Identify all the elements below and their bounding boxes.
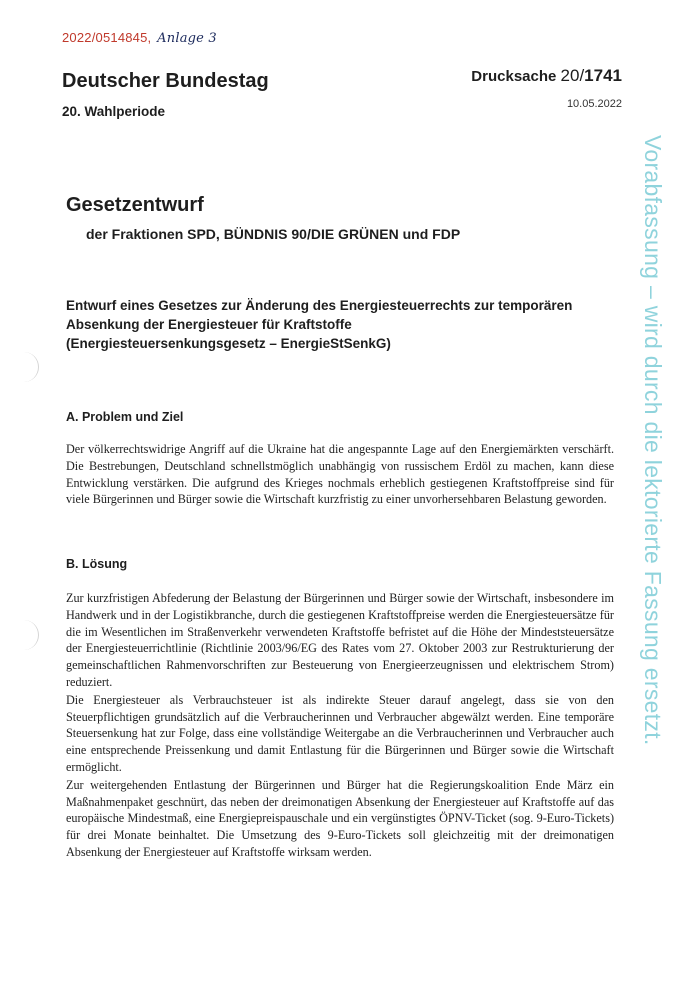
document-type: Gesetzentwurf: [66, 194, 204, 216]
law-title: [66, 296, 626, 353]
paragraph: Der völkerrechtswidrige Angriff auf die Ukraine hat die angespannte Lage auf den Energiemärkten verschärft. Die Bestrebungen, Deutschland schnellstmöglich unabhängig von russischem Erdöl zu machen, kann diese Entwicklung verstärken. Die aufgrund des Krieges nochmals erheblich gestiegenen Kraftstoffpreise sind für viele Bürgerinnen und Bürger sowie die Wirtschaft kurzfristig zu einer unvorhersehbaren Belastung geworden.: [66, 442, 614, 507]
drucksache-prefix: 20/: [560, 66, 585, 85]
section-a-heading: A. Problem und Ziel: [66, 410, 184, 424]
paragraph: Zur weitergehenden Entlastung der Bürgerinnen und Bürger hat die Regierungskoalition Ende März ein Maßnahmenpaket geschnürt, das neben der dreimonatigen Absenkung der Energiesteuer auf Kraftstoffe auf das europäische Mindestmaß, eine Energiepreispauschale und ein vergünstigtes ÖPNV-Ticket (sog. 9-Euro-Tickets) für drei Monate beinhaltet. Die Umsetzung des 9-Euro-Tickets soll gleichzeitig mit der dreimonatigen Absenkung der Energiesteuer auf Kraftstoffe wirksam werden.: [66, 777, 614, 859]
section-b-heading: B. Lösung: [66, 557, 128, 571]
archive-stamp: 2022/0514845, Anlage 3: [62, 30, 217, 46]
paragraph: Die Energiesteuer als Verbrauchsteuer ist als indirekte Steuer darauf angelegt, dass sie von den Steuerpflichtigen grundsätzlich auf die Verbraucherinnen und Verbraucher abgewälzt werden. Eine temporäre Steuersenkung hat zur Folge, dass eine vollständige Weitergabe an die Verbraucherinnen und Verbraucher auch eine entsprechende Preissenkung und damit Entlastung für die Bürgerinnen und Bürger sowie die Wirtschaft ermöglicht.: [66, 692, 614, 774]
factions-line: der Fraktionen SPD, BÜNDNIS 90/DIE GRÜNEN und FDP: [86, 226, 461, 242]
stamp-number: 2022/0514845: [62, 30, 148, 45]
paragraph: Zur kurzfristigen Abfederung der Belastung der Bürgerinnen und Bürger sowie der Wirtschaft, insbesondere im Handwerk und in der Logistikbranche, durch die gestiegenen Kraftstoffpreise werden die Energiesteuersätze für die im Wesentlichen im Straßenverkehr verwendeten Kraftstoffe befristet auf die Höhe der Mindeststeuersätze der Energiesteuerrichtlinie (Richtlinie 2003/96/EG des Rates vom 27. Oktober 2003 zur Restrukturierung der gemeinschaftlichen Rahmenvorschriften zur Besteuerung von Energieerzeugnissen und elektrischem Strom) reduziert.: [66, 591, 614, 689]
handwritten-annotation: Anlage 3: [157, 31, 217, 46]
punch-hole-mark: [0, 352, 39, 382]
law-title-line: (Energiesteuersenkungsgesetz – EnergieStSenkG): [66, 336, 391, 351]
document-header-right: [471, 66, 622, 110]
law-title-line: Entwurf eines Gesetzes zur Änderung des Energiesteuerrechts zur temporären: [66, 298, 573, 313]
drucksache-number: [471, 66, 622, 86]
document-header-left: [62, 70, 269, 119]
parliament-name: Deutscher Bundestag: [62, 70, 269, 92]
law-title-line: Absenkung der Energiesteuer für Kraftstoffe: [66, 317, 352, 332]
legislative-period: 20. Wahlperiode: [62, 104, 166, 119]
section-b-body: [66, 590, 614, 861]
draft-watermark: Vorabfassung – wird durch die lektorierte Fassung ersetzt.: [640, 135, 666, 746]
section-a-body: [66, 441, 614, 508]
document-date: 10.05.2022: [566, 98, 622, 110]
drucksache-id: 1741: [584, 66, 622, 85]
drucksache-label: Drucksache: [471, 68, 557, 85]
punch-hole-mark: [0, 620, 39, 650]
